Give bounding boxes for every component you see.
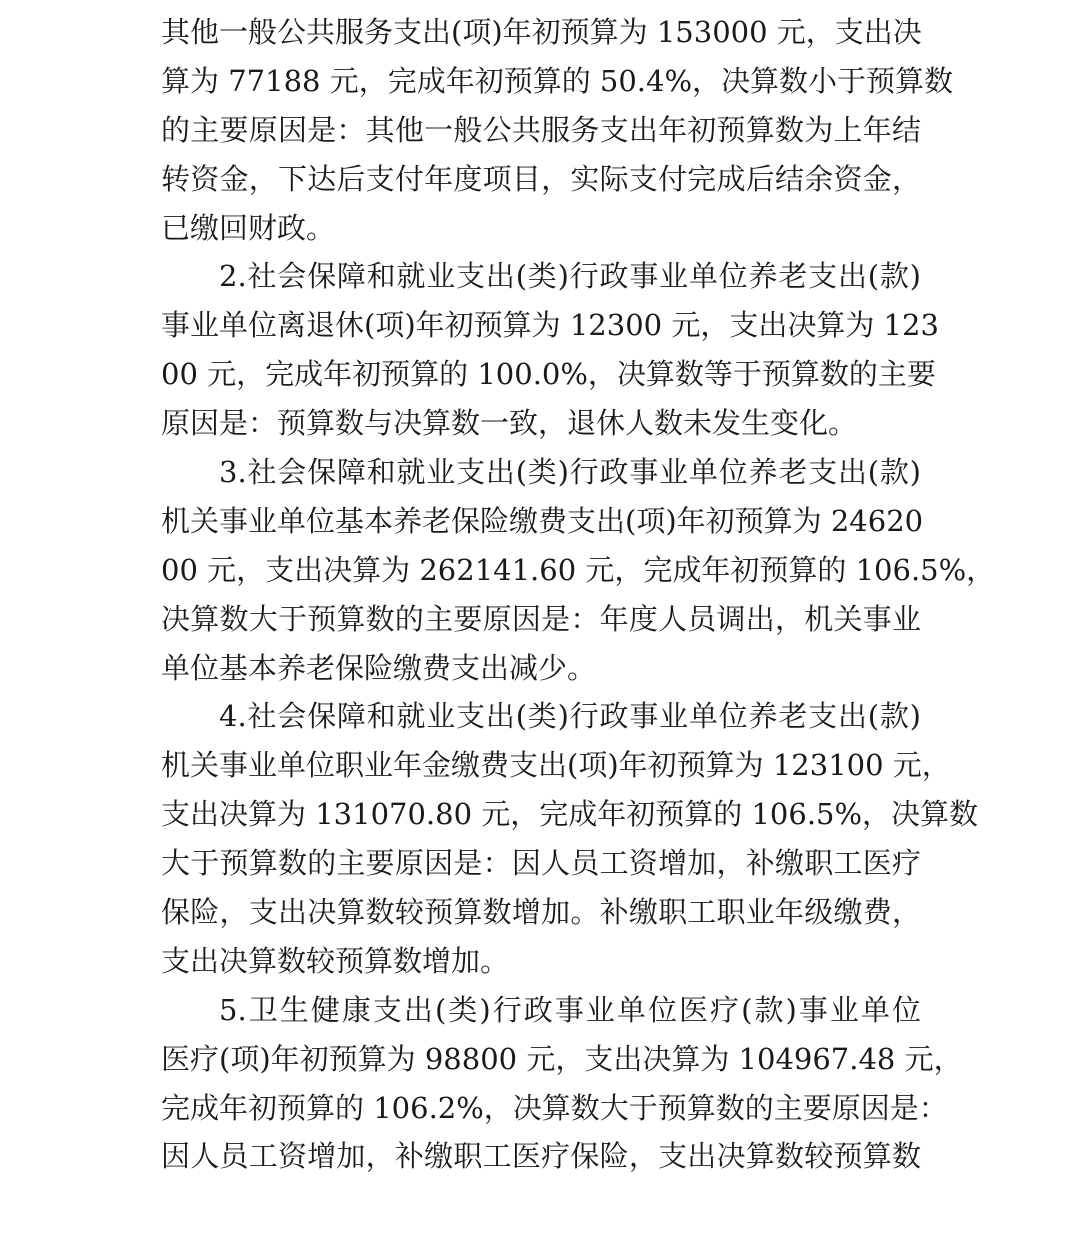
paragraph-2 bbox=[161, 252, 939, 448]
paragraph-line: 00 元，支出决算为 262141.60 元，完成年初预算的 106.5%， bbox=[161, 552, 996, 587]
paragraph-line: 因人员工资增加，补缴职工医疗保险，支出决算数较预算数 bbox=[161, 1139, 921, 1174]
paragraph-line: 决算数大于预算数的主要原因是：年度人员调出，机关事业 bbox=[161, 601, 921, 636]
paragraph-line: 5.卫生健康支出(类)行政事业单位医疗(款)事业单位 bbox=[219, 992, 921, 1027]
paragraph-line: 事业单位离退休(项)年初预算为 12300 元，支出决算为 123 bbox=[161, 308, 939, 343]
paragraph-line: 机关事业单位职业年金缴费支出(项)年初预算为 123100 元， bbox=[161, 748, 951, 783]
paragraph-line: 转资金，下达后支付年度项目，实际支付完成后结余资金， bbox=[161, 161, 921, 196]
paragraph-line: 2.社会保障和就业支出(类)行政事业单位养老支出(款) bbox=[219, 259, 921, 294]
paragraph-5 bbox=[161, 986, 963, 1182]
paragraph-3 bbox=[161, 448, 996, 692]
paragraph-line: 原因是：预算数与决算数一致，退休人数未发生变化。 bbox=[161, 406, 858, 441]
paragraph-1 bbox=[161, 8, 954, 252]
paragraph-line: 大于预算数的主要原因是：因人员工资增加，补缴职工医疗 bbox=[161, 846, 921, 881]
paragraph-line: 机关事业单位基本养老保险缴费支出(项)年初预算为 24620 bbox=[161, 503, 924, 538]
paragraph-line: 单位基本养老保险缴费支出减少。 bbox=[161, 650, 597, 685]
paragraph-line: 00 元，完成年初预算的 100.0%，决算数等于预算数的主要 bbox=[161, 357, 936, 392]
paragraph-line: 支出决算数较预算数增加。 bbox=[161, 943, 510, 978]
paragraph-line: 完成年初预算的 106.2%，决算数大于预算数的主要原因是： bbox=[161, 1090, 948, 1125]
paragraph-line: 算为 77188 元，完成年初预算的 50.4%，决算数小于预算数 bbox=[161, 63, 954, 98]
paragraph-line: 4.社会保障和就业支出(类)行政事业单位养老支出(款) bbox=[219, 699, 921, 734]
paragraph-line: 医疗(项)年初预算为 98800 元，支出决算为 104967.48 元， bbox=[161, 1041, 963, 1076]
paragraph-line: 支出决算为 131070.80 元，完成年初预算的 106.5%，决算数 bbox=[161, 797, 979, 832]
paragraph-line: 的主要原因是：其他一般公共服务支出年初预算数为上年结 bbox=[161, 112, 921, 147]
document-body bbox=[161, 8, 996, 1181]
paragraph-line: 3.社会保障和就业支出(类)行政事业单位养老支出(款) bbox=[219, 455, 921, 490]
paragraph-line: 已缴回财政。 bbox=[161, 210, 336, 245]
paragraph-line: 保险，支出决算数较预算数增加。补缴职工职业年级缴费， bbox=[161, 895, 921, 930]
paragraph-line: 其他一般公共服务支出(项)年初预算为 153000 元，支出决 bbox=[161, 15, 922, 49]
paragraph-4 bbox=[161, 692, 979, 985]
